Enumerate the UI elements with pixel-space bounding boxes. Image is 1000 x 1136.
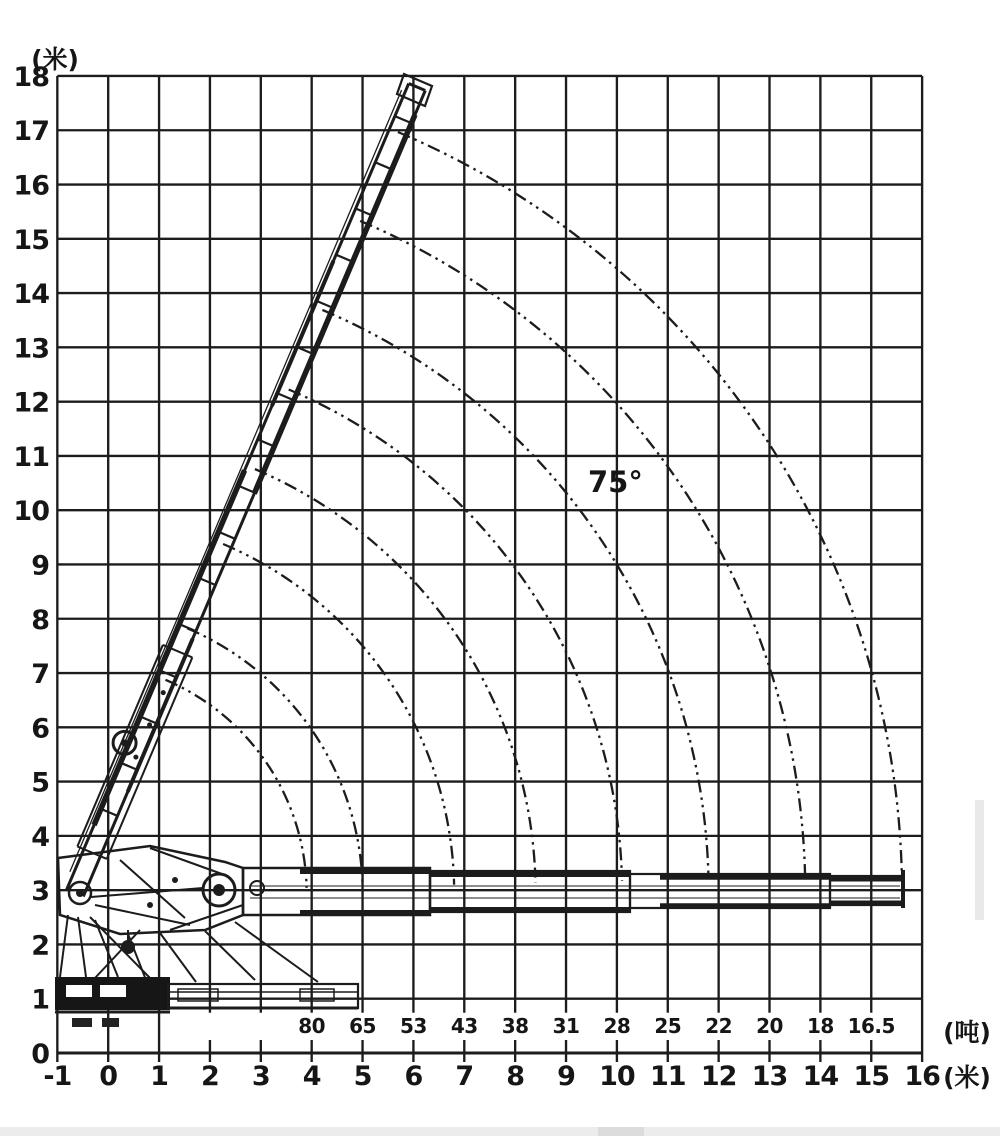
x-tick-label-10: 10 bbox=[599, 1061, 635, 1092]
x-tick-label-7: 7 bbox=[455, 1061, 474, 1092]
load-value-4m: 80 bbox=[298, 1014, 326, 1038]
y-tick-label-3: 3 bbox=[31, 876, 49, 908]
y-tick-label-11: 11 bbox=[13, 441, 49, 473]
load-value-10m: 28 bbox=[603, 1014, 631, 1038]
load-value-13m: 20 bbox=[756, 1014, 783, 1038]
x-tick-label-2: 2 bbox=[201, 1061, 219, 1092]
y-tick-label-10: 10 bbox=[13, 496, 49, 528]
y-tick-label-13: 13 bbox=[13, 333, 49, 365]
y-tick-label-18: 18 bbox=[13, 61, 49, 93]
load-row-unit-label: (吨) bbox=[943, 1018, 991, 1047]
y-tick-label-12: 12 bbox=[13, 387, 49, 419]
y-tick-label-14: 14 bbox=[13, 279, 49, 311]
x-tick-label-12: 12 bbox=[700, 1061, 737, 1092]
x-tick-label-9: 9 bbox=[557, 1061, 575, 1092]
y-tick-label-6: 6 bbox=[31, 713, 49, 745]
y-tick-label-2: 2 bbox=[31, 930, 49, 962]
boom-angle-label: 75° bbox=[588, 465, 643, 499]
load-value-14m: 18 bbox=[806, 1014, 834, 1038]
y-tick-label-17: 17 bbox=[13, 116, 49, 148]
x-tick-label--1: -1 bbox=[43, 1061, 72, 1092]
y-tick-label-7: 7 bbox=[31, 659, 49, 691]
axis-tick-labels bbox=[13, 62, 940, 1092]
y-tick-label-8: 8 bbox=[31, 604, 49, 636]
x-tick-label-16: 16 bbox=[904, 1061, 940, 1092]
y-axis-unit-label: (米) bbox=[31, 45, 79, 74]
load-value-8m: 38 bbox=[501, 1014, 529, 1038]
y-tick-label-15: 15 bbox=[13, 224, 49, 256]
x-tick-label-6: 6 bbox=[404, 1061, 423, 1092]
y-tick-label-16: 16 bbox=[13, 170, 49, 202]
y-tick-label-5: 5 bbox=[31, 767, 49, 799]
x-tick-label-14: 14 bbox=[802, 1061, 839, 1092]
x-tick-label-8: 8 bbox=[506, 1061, 525, 1092]
load-value-15m: 16.5 bbox=[847, 1014, 895, 1038]
crane-drawing bbox=[55, 74, 903, 1027]
load-value-9m: 31 bbox=[552, 1014, 580, 1038]
x-tick-label-0: 0 bbox=[99, 1061, 118, 1092]
y-tick-label-1: 1 bbox=[31, 984, 49, 1016]
load-value-12m: 22 bbox=[705, 1014, 733, 1038]
y-tick-label-0: 0 bbox=[31, 1039, 49, 1070]
x-tick-label-4: 4 bbox=[302, 1061, 321, 1092]
x-tick-label-5: 5 bbox=[353, 1061, 372, 1092]
y-tick-label-9: 9 bbox=[31, 550, 49, 582]
x-tick-label-1: 1 bbox=[150, 1061, 168, 1092]
load-value-7m: 43 bbox=[450, 1014, 478, 1038]
x-tick-label-11: 11 bbox=[649, 1061, 686, 1092]
x-axis-unit-label: (米) bbox=[943, 1063, 991, 1092]
load-value-5m: 65 bbox=[349, 1014, 376, 1038]
unit-labels bbox=[31, 45, 991, 1092]
x-tick-label-13: 13 bbox=[751, 1061, 788, 1092]
x-tick-label-3: 3 bbox=[251, 1061, 270, 1092]
load-value-11m: 25 bbox=[654, 1014, 682, 1038]
y-tick-label-4: 4 bbox=[31, 821, 49, 853]
x-tick-label-15: 15 bbox=[853, 1061, 890, 1092]
load-value-6m: 53 bbox=[399, 1014, 427, 1038]
grid-lines bbox=[57, 76, 922, 1062]
